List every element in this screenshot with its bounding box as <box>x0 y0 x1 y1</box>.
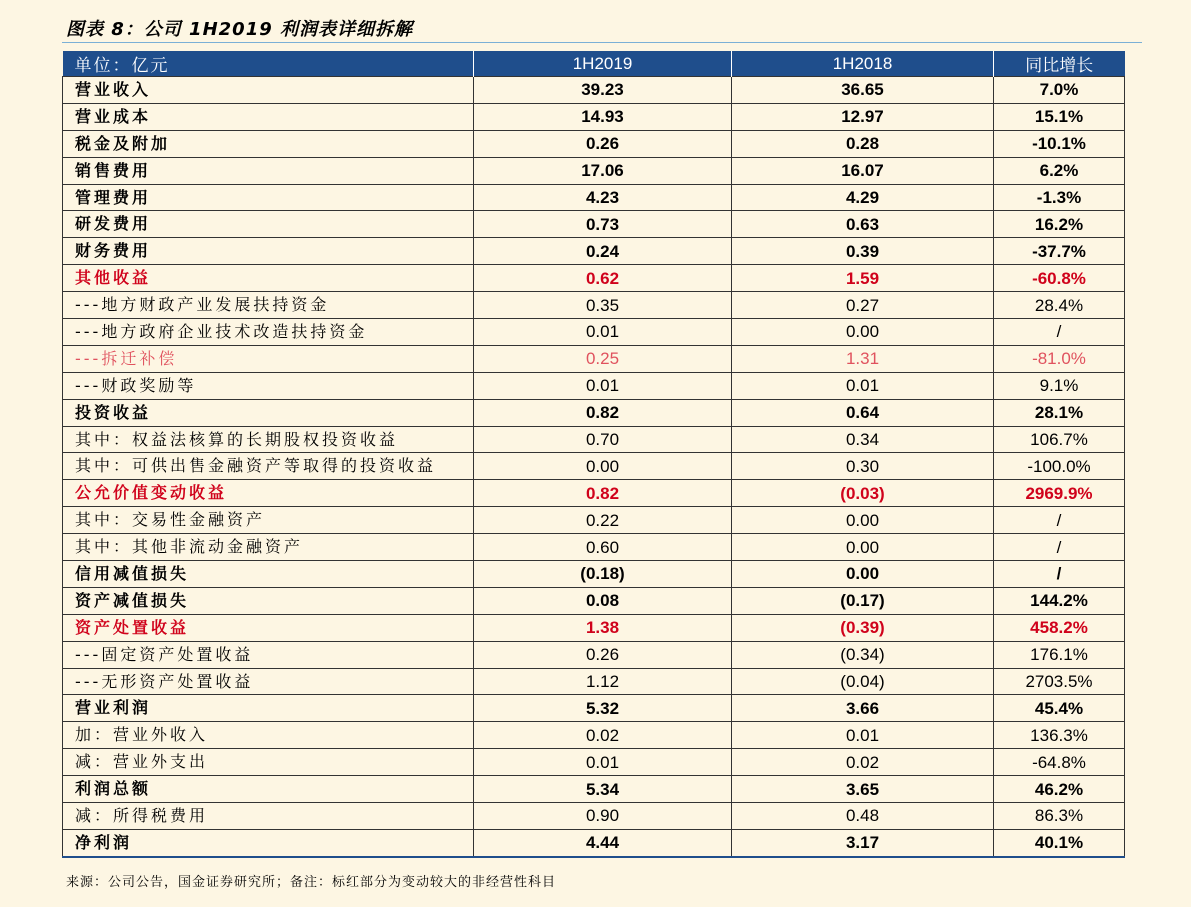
value-1h2018: 0.63 <box>732 211 994 238</box>
row-label: 资产处置收益 <box>63 614 474 641</box>
table-row <box>63 803 1125 830</box>
table-row <box>63 534 1125 561</box>
value-1h2019: 0.01 <box>474 372 732 399</box>
value-yoy: 6.2% <box>994 157 1125 184</box>
value-1h2018: 0.00 <box>732 507 994 534</box>
table-row <box>63 480 1125 507</box>
value-1h2019: 5.34 <box>474 776 732 803</box>
table-row <box>63 829 1125 856</box>
table-row <box>63 561 1125 588</box>
value-1h2019: 0.62 <box>474 265 732 292</box>
value-1h2019: 0.25 <box>474 345 732 372</box>
row-label: 财务费用 <box>63 238 474 265</box>
value-1h2019: 0.26 <box>474 641 732 668</box>
value-1h2019: 17.06 <box>474 157 732 184</box>
value-yoy: 2969.9% <box>994 480 1125 507</box>
row-label: 净利润 <box>63 829 474 856</box>
value-1h2019: 0.82 <box>474 399 732 426</box>
value-1h2018: 0.01 <box>732 722 994 749</box>
row-label: 研发费用 <box>63 211 474 238</box>
value-1h2019: 5.32 <box>474 695 732 722</box>
value-1h2018: 0.00 <box>732 561 994 588</box>
table-row <box>63 130 1125 157</box>
value-1h2018: 0.01 <box>732 372 994 399</box>
row-label: 销售费用 <box>63 157 474 184</box>
table-body <box>63 77 1125 857</box>
value-yoy: 106.7% <box>994 426 1125 453</box>
value-1h2018: 36.65 <box>732 77 994 104</box>
table-row <box>63 319 1125 346</box>
header-1h2019: 1H2019 <box>474 51 732 77</box>
value-1h2019: 39.23 <box>474 77 732 104</box>
table-row <box>63 103 1125 130</box>
value-yoy: / <box>994 561 1125 588</box>
row-label: ---地方财政产业发展扶持资金 <box>63 292 474 319</box>
row-label: 管理费用 <box>63 184 474 211</box>
value-yoy: 136.3% <box>994 722 1125 749</box>
header-unit: 单位：亿元 <box>63 51 474 77</box>
value-yoy: 2703.5% <box>994 668 1125 695</box>
value-1h2018: (0.34) <box>732 641 994 668</box>
value-yoy: 15.1% <box>994 103 1125 130</box>
value-1h2019: 0.70 <box>474 426 732 453</box>
row-label: 其中：其他非流动金融资产 <box>63 534 474 561</box>
value-yoy: 28.1% <box>994 399 1125 426</box>
value-1h2019: 4.44 <box>474 829 732 856</box>
row-label: ---地方政府企业技术改造扶持资金 <box>63 319 474 346</box>
value-1h2018: 0.39 <box>732 238 994 265</box>
row-label: 信用减值损失 <box>63 561 474 588</box>
value-yoy: -10.1% <box>994 130 1125 157</box>
table-row <box>63 776 1125 803</box>
table-row <box>63 749 1125 776</box>
value-yoy: 46.2% <box>994 776 1125 803</box>
table-row <box>63 587 1125 614</box>
value-1h2019: 0.02 <box>474 722 732 749</box>
table-row <box>63 292 1125 319</box>
table-row <box>63 668 1125 695</box>
value-yoy: -100.0% <box>994 453 1125 480</box>
value-1h2018: 0.64 <box>732 399 994 426</box>
value-1h2018: 0.30 <box>732 453 994 480</box>
value-yoy: 7.0% <box>994 77 1125 104</box>
table-row <box>63 426 1125 453</box>
row-label: 其中：权益法核算的长期股权投资收益 <box>63 426 474 453</box>
figure-title: 图表 8：公司 1H2019 利润表详细拆解 <box>66 19 414 40</box>
value-yoy: 458.2% <box>994 614 1125 641</box>
row-label: 营业成本 <box>63 103 474 130</box>
row-label: 营业收入 <box>63 77 474 104</box>
row-label: 投资收益 <box>63 399 474 426</box>
value-1h2018: 3.66 <box>732 695 994 722</box>
table-row <box>63 211 1125 238</box>
value-1h2019: 0.82 <box>474 480 732 507</box>
value-1h2018: 3.65 <box>732 776 994 803</box>
row-label: 其中：可供出售金融资产等取得的投资收益 <box>63 453 474 480</box>
value-1h2019: 0.01 <box>474 319 732 346</box>
table-row <box>63 614 1125 641</box>
table-row <box>63 722 1125 749</box>
title-divider <box>62 42 1142 43</box>
value-1h2018: (0.39) <box>732 614 994 641</box>
value-1h2019: 0.00 <box>474 453 732 480</box>
value-yoy: 40.1% <box>994 829 1125 856</box>
value-1h2019: 0.26 <box>474 130 732 157</box>
table-row <box>63 184 1125 211</box>
table-row <box>63 265 1125 292</box>
value-1h2019: 0.01 <box>474 749 732 776</box>
row-label: ---拆迁补偿 <box>63 345 474 372</box>
value-1h2019: 4.23 <box>474 184 732 211</box>
value-yoy: 28.4% <box>994 292 1125 319</box>
table-row <box>63 507 1125 534</box>
row-label: 其他收益 <box>63 265 474 292</box>
row-label: 资产减值损失 <box>63 587 474 614</box>
value-1h2018: 0.27 <box>732 292 994 319</box>
value-1h2018: 0.00 <box>732 319 994 346</box>
row-label: 其中：交易性金融资产 <box>63 507 474 534</box>
income-statement-table <box>62 51 1125 858</box>
value-1h2019: 0.24 <box>474 238 732 265</box>
value-1h2019: 14.93 <box>474 103 732 130</box>
table-row <box>63 238 1125 265</box>
value-1h2018: 16.07 <box>732 157 994 184</box>
value-1h2018: 0.28 <box>732 130 994 157</box>
source-note: 来源：公司公告，国金证券研究所；备注：标红部分为变动较大的非经营性科目 <box>66 875 557 890</box>
value-yoy: -37.7% <box>994 238 1125 265</box>
value-1h2019: 0.22 <box>474 507 732 534</box>
table-row <box>63 77 1125 104</box>
value-yoy: / <box>994 319 1125 346</box>
value-yoy: / <box>994 507 1125 534</box>
value-yoy: 86.3% <box>994 803 1125 830</box>
row-label: 加：营业外收入 <box>63 722 474 749</box>
value-1h2019: 0.08 <box>474 587 732 614</box>
table-row <box>63 157 1125 184</box>
table-header-row <box>63 51 1125 77</box>
row-label: 利润总额 <box>63 776 474 803</box>
row-label: 公允价值变动收益 <box>63 480 474 507</box>
value-yoy: -81.0% <box>994 345 1125 372</box>
row-label: 营业利润 <box>63 695 474 722</box>
value-1h2019: 1.38 <box>474 614 732 641</box>
value-1h2018: (0.17) <box>732 587 994 614</box>
value-yoy: -64.8% <box>994 749 1125 776</box>
table-row <box>63 453 1125 480</box>
value-1h2018: (0.03) <box>732 480 994 507</box>
value-yoy: -60.8% <box>994 265 1125 292</box>
value-1h2018: 4.29 <box>732 184 994 211</box>
table-row <box>63 641 1125 668</box>
value-1h2018: (0.04) <box>732 668 994 695</box>
value-1h2019: 0.35 <box>474 292 732 319</box>
value-yoy: 9.1% <box>994 372 1125 399</box>
table-row <box>63 345 1125 372</box>
row-label: ---无形资产处置收益 <box>63 668 474 695</box>
value-yoy: 144.2% <box>994 587 1125 614</box>
row-label: ---固定资产处置收益 <box>63 641 474 668</box>
value-1h2019: (0.18) <box>474 561 732 588</box>
value-1h2019: 1.12 <box>474 668 732 695</box>
value-1h2019: 0.90 <box>474 803 732 830</box>
value-1h2018: 1.59 <box>732 265 994 292</box>
value-1h2018: 3.17 <box>732 829 994 856</box>
header-yoy: 同比增长 <box>994 51 1125 77</box>
table-row <box>63 695 1125 722</box>
header-1h2018: 1H2018 <box>732 51 994 77</box>
value-1h2018: 0.34 <box>732 426 994 453</box>
row-label: 减：所得税费用 <box>63 803 474 830</box>
value-1h2019: 0.60 <box>474 534 732 561</box>
row-label: 减：营业外支出 <box>63 749 474 776</box>
table-row <box>63 372 1125 399</box>
value-yoy: -1.3% <box>994 184 1125 211</box>
row-label: ---财政奖励等 <box>63 372 474 399</box>
value-1h2019: 0.73 <box>474 211 732 238</box>
value-1h2018: 0.02 <box>732 749 994 776</box>
value-yoy: / <box>994 534 1125 561</box>
value-1h2018: 0.48 <box>732 803 994 830</box>
value-1h2018: 1.31 <box>732 345 994 372</box>
value-yoy: 176.1% <box>994 641 1125 668</box>
value-1h2018: 0.00 <box>732 534 994 561</box>
table-row <box>63 399 1125 426</box>
row-label: 税金及附加 <box>63 130 474 157</box>
value-yoy: 16.2% <box>994 211 1125 238</box>
value-1h2018: 12.97 <box>732 103 994 130</box>
value-yoy: 45.4% <box>994 695 1125 722</box>
